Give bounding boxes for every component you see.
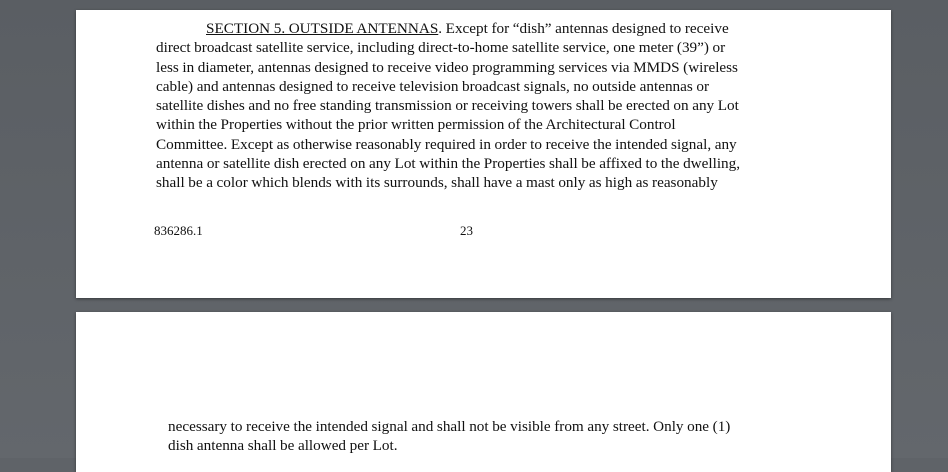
paragraph-line: dish antenna shall be allowed per Lot. <box>168 437 398 455</box>
paragraph-line: antenna or satellite dish erected on any Lot within the Properties shall be affixed to the dwelling, <box>156 155 741 173</box>
paragraph-line: Committee. Except as otherwise reasonably required in order to receive the intended signal, any <box>156 135 737 153</box>
document-page-23 <box>76 10 891 298</box>
paragraph-line: shall be a color which blends with its surrounds, shall have a mast only as high as reasonably <box>156 174 718 192</box>
paragraph-line: within the Properties without the prior written permission of the Architectural Control <box>156 116 676 134</box>
paragraph-line: cable) and antennas designed to receive television broadcast signals, no outside antennas or <box>156 77 710 95</box>
paragraph-line: satellite dishes and no free standing transmission or receiving towers shall be erected on any Lot <box>156 97 739 115</box>
paragraph-line: SECTION 5. OUTSIDE ANTENNAS. Except for “dish” antennas designed to receive <box>206 20 729 37</box>
document-page-24 <box>76 312 891 472</box>
paragraph-line: direct broadcast satellite service, including direct-to-home satellite service, one meter (39”) or <box>156 39 726 57</box>
paragraph-line: less in diameter, antennas designed to receive video programming services via MMDS (wireless <box>156 58 738 76</box>
document-id: 836286.1 <box>154 223 203 238</box>
section-heading: SECTION 5. OUTSIDE ANTENNAS <box>206 20 439 37</box>
paragraph-line: necessary to receive the intended signal and shall not be visible from any street. Only one (1) <box>168 418 731 435</box>
page-number: 23 <box>460 223 473 238</box>
section-5-paragraph <box>156 19 785 194</box>
continued-paragraph <box>168 417 798 456</box>
